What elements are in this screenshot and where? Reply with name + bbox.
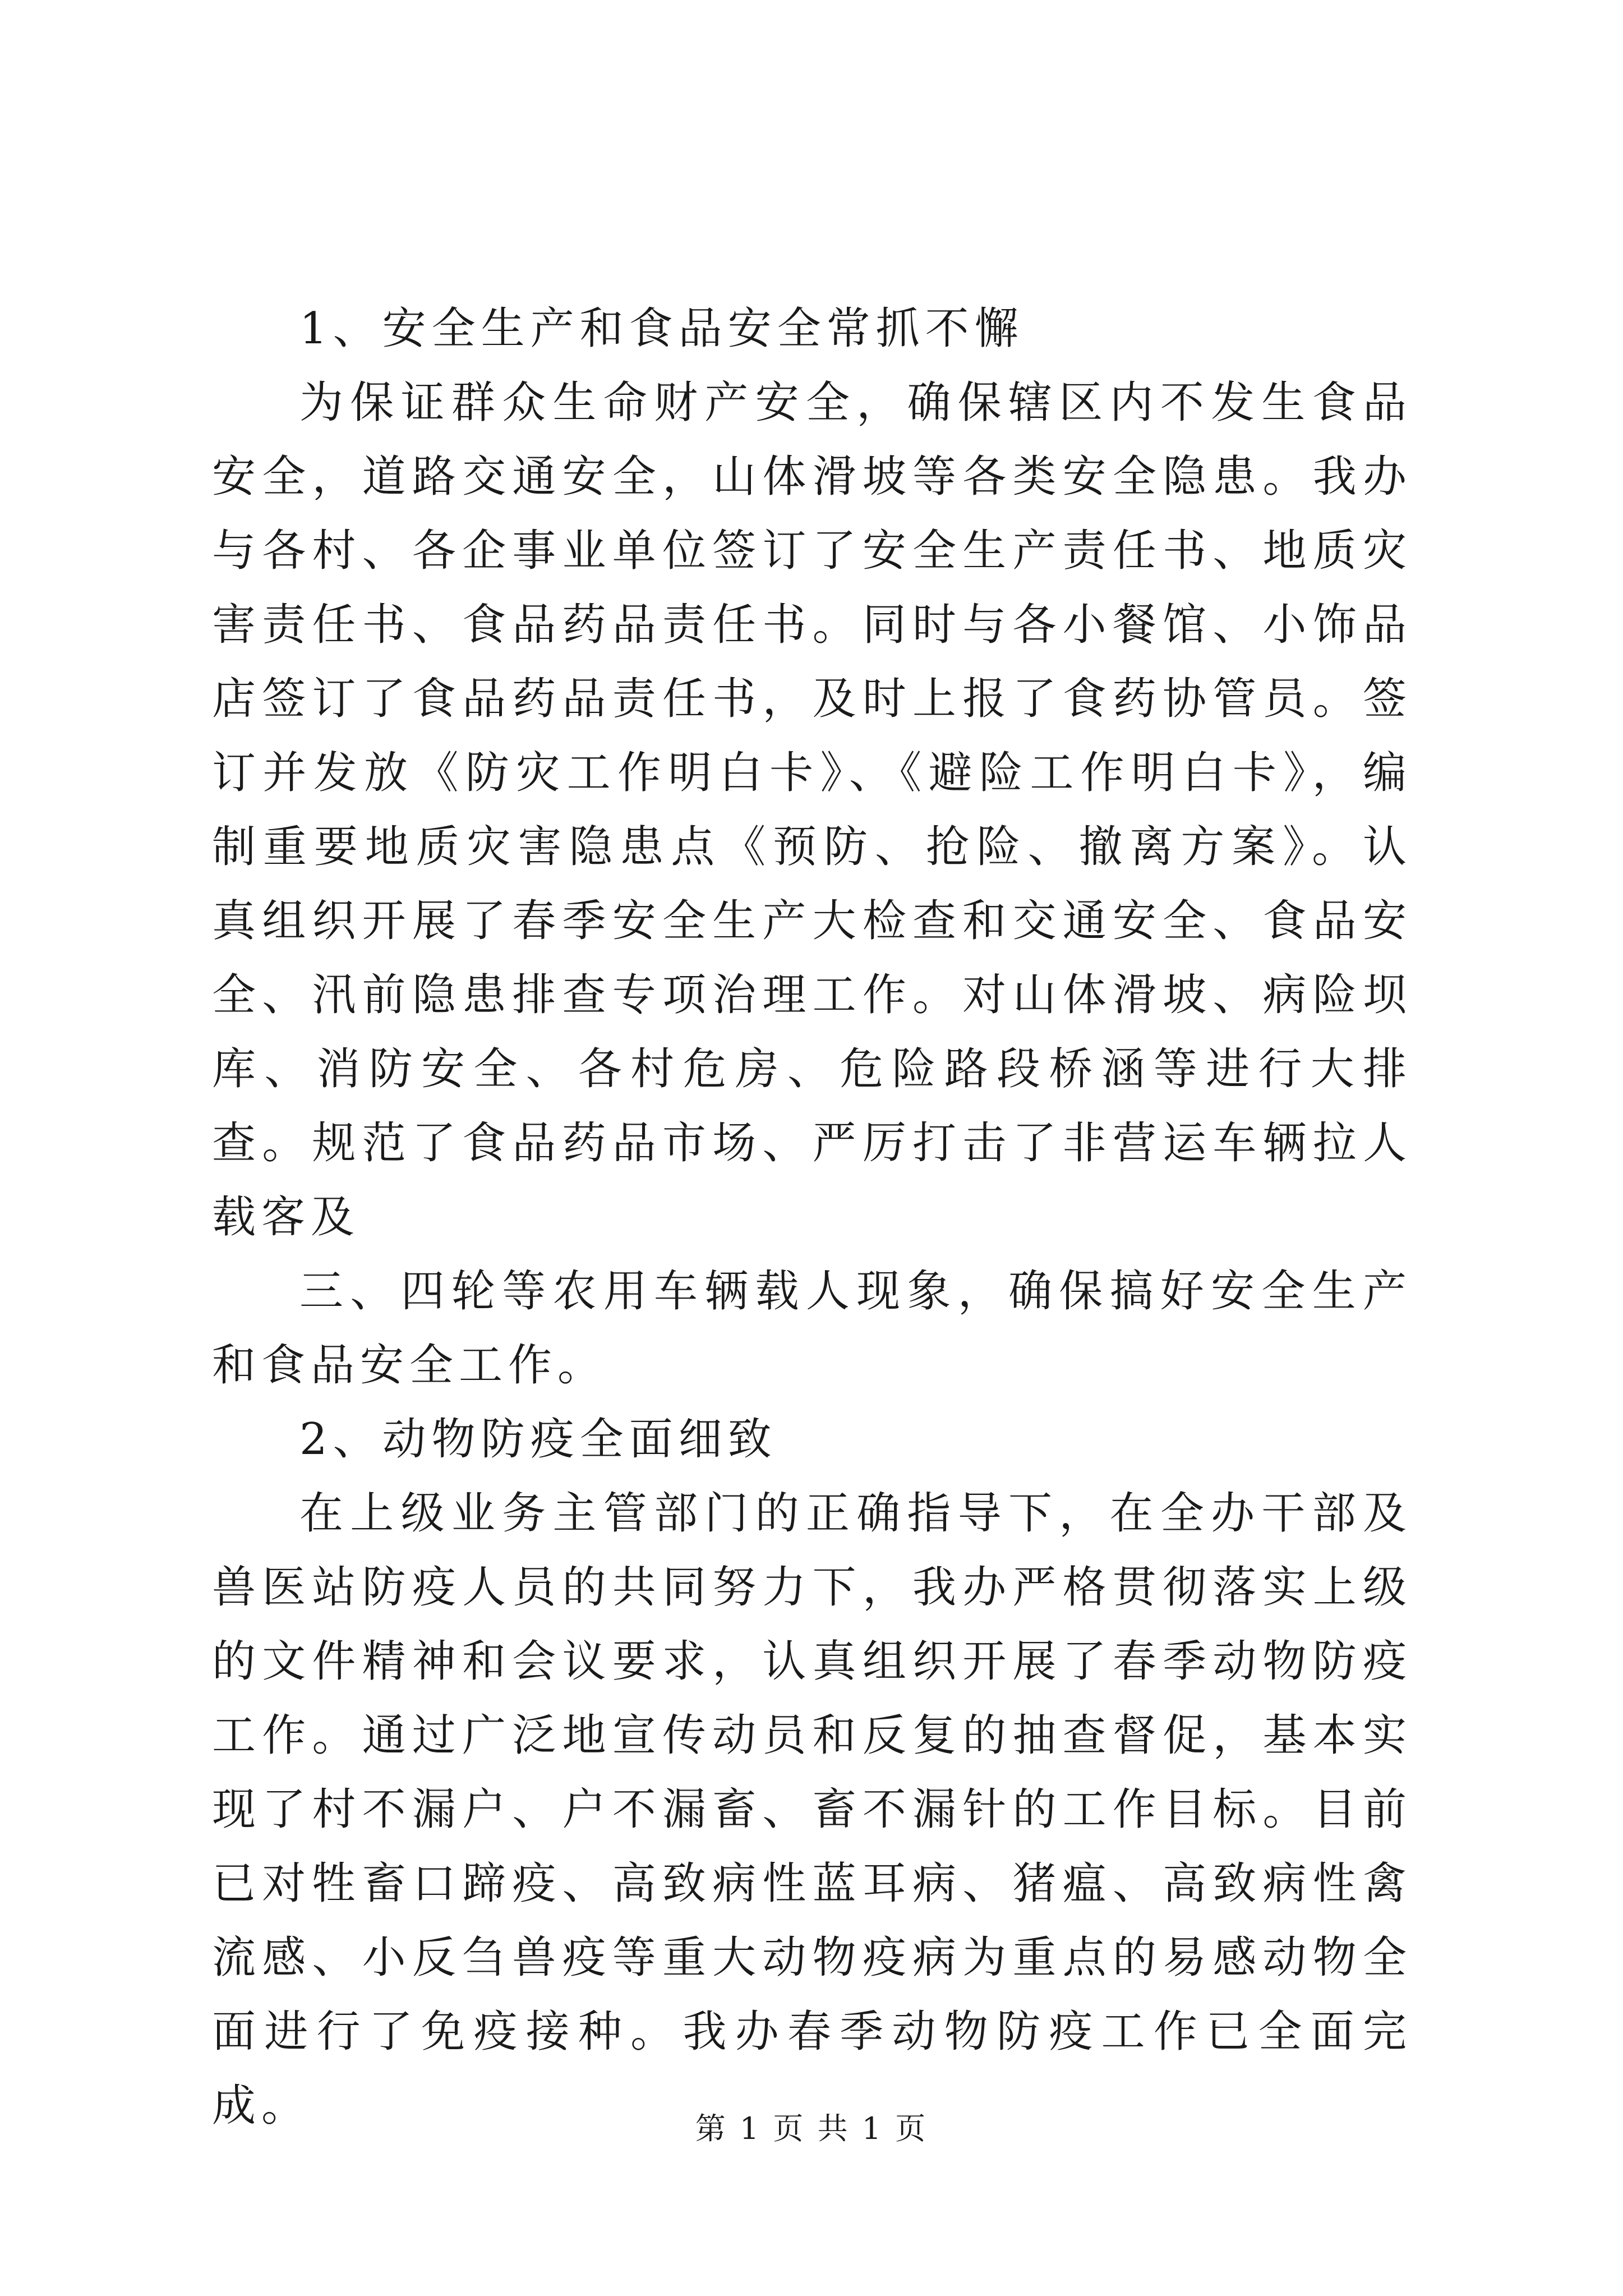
paragraph-safety-measures: 为保证群众生命财产安全，确保辖区内不发生食品安全，道路交通安全，山体滑坡等各类安全隐患。我办与各村、各企事业单位签订了安全生产责任书、地质灾害责任书、食品药品责任书。同时与各小餐馆、小饰品店签订了食品药品责任书，及时上报了食药协管员。签订并发放《防灾工作明白卡》、《避险工作明白卡》，编制重要地质灾害隐患点《预防、抢险、撤离方案》。认真组织开展了春季安全生产大检查和交通安全、食品安全、汛前隐患排查专项治理工作。对山体滑坡、病险坝库、消防安全、各村危房、危险路段桥涵等进行大排查。规范了食品药品市场、严厉打击了非营运车辆拉人载客及 [212,378,1412,1243]
paragraph-animal-epidemic: 在上级业务主管部门的正确指导下，在全办干部及兽医站防疫人员的共同努力下，我办严格贯彻落实上级的文件精神和会议要求，认真组织开展了春季动物防疫工作。通过广泛地宣传动员和反复的抽查督促，基本实现了村不漏户、户不漏畜、畜不漏针的工作目标。目前已对牲畜口蹄疫、高致病性蓝耳病、猪瘟、高致病性禽流感、小反刍兽疫等重大动物疫病为重点的易感动物全面进行了免疫接种。我办春季动物防疫工作已全面完成。 [212,1488,1412,2131]
section-heading-safety: 1、安全生产和食品安全常抓不懈 [299,303,1024,354]
document-body [212,292,1412,2143]
paragraph-vehicle-safety: 三、四轮等农用车辆载人现象，确保搞好安全生产和食品安全工作。 [212,1266,1412,1391]
page-footer: 第 1 页 共 1 页 [695,2111,928,2146]
section-heading-epidemic: 2、动物防疫全面细致 [299,1414,777,1465]
